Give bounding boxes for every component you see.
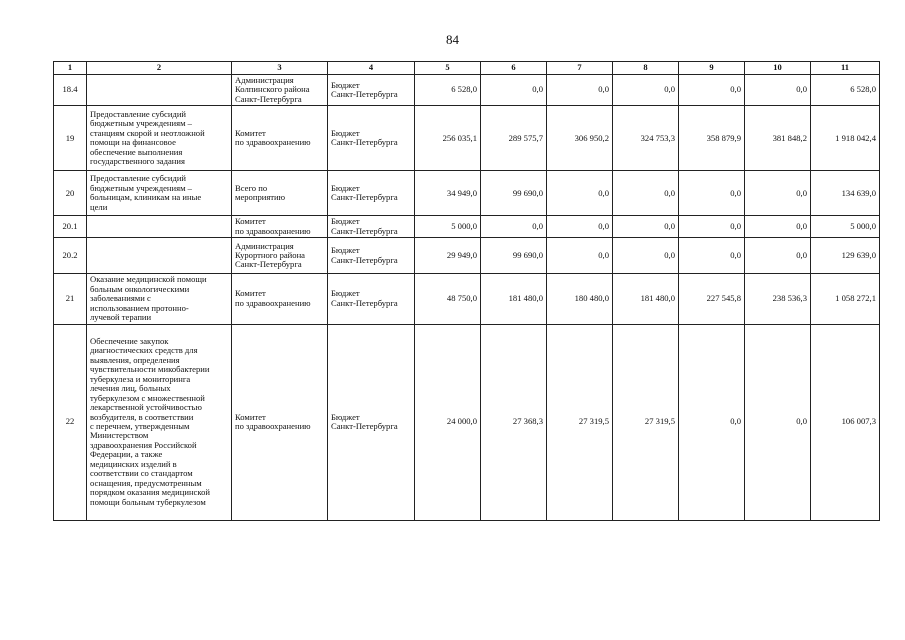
text-line: использованием протонно- xyxy=(90,302,189,313)
text-line: Бюджет xyxy=(331,245,360,256)
text-line: заболеваниями с xyxy=(90,293,151,304)
text-line: Санкт-Петербурга xyxy=(331,137,398,148)
year-value: 0,0 xyxy=(679,238,745,274)
column-number-10: 10 xyxy=(745,62,811,75)
table-row xyxy=(54,324,880,520)
text-line: помощи на финансовое xyxy=(90,137,176,148)
year-value: 27 368,3 xyxy=(481,324,547,520)
text-line: Санкт-Петербурга xyxy=(331,192,398,203)
year-value: 181 480,0 xyxy=(481,274,547,324)
row-number: 22 xyxy=(54,324,87,520)
text-line: Комитет xyxy=(235,411,266,422)
text-line: Санкт-Петербурга xyxy=(235,259,302,270)
table-row xyxy=(54,106,880,171)
row-number: 20 xyxy=(54,171,87,216)
measure-description xyxy=(87,324,232,520)
executor xyxy=(232,106,328,171)
year-value: 0,0 xyxy=(679,216,745,238)
text-line: по здравоохранению xyxy=(235,137,311,148)
column-number-2: 2 xyxy=(87,62,232,75)
year-value: 6 528,0 xyxy=(415,75,481,106)
column-number-3: 3 xyxy=(232,62,328,75)
year-value: 0,0 xyxy=(745,238,811,274)
text-line: бюджетным учреждениям – xyxy=(90,118,192,129)
text-line: бюджетным учреждениям – xyxy=(90,182,192,193)
year-value: 0,0 xyxy=(547,216,613,238)
text-line: Бюджет xyxy=(331,216,360,227)
year-value: 48 750,0 xyxy=(415,274,481,324)
text-line: Администрация xyxy=(235,240,294,251)
column-number-4: 4 xyxy=(328,62,415,75)
funding-source xyxy=(328,324,415,520)
text-line: лучевой терапии xyxy=(90,312,152,323)
text-line: медицинских изделий в xyxy=(90,458,177,469)
year-value: 0,0 xyxy=(547,75,613,106)
year-value: 0,0 xyxy=(745,324,811,520)
total-value: 1 058 272,1 xyxy=(811,274,880,324)
text-line: станциям скорой и неотложной xyxy=(90,127,205,138)
text-line: соответствии со стандартом xyxy=(90,468,193,479)
year-value: 0,0 xyxy=(745,171,811,216)
year-value: 289 575,7 xyxy=(481,106,547,171)
text-line: туберкулезом с множественной xyxy=(90,392,205,403)
text-line: туберкулеза и мониторинга xyxy=(90,373,191,384)
text-line: цели xyxy=(90,201,108,212)
text-line: Бюджет xyxy=(331,411,360,422)
text-line: оснащения, предусмотренным xyxy=(90,477,202,488)
year-value: 0,0 xyxy=(745,75,811,106)
text-line: по здравоохранению xyxy=(235,421,311,432)
text-line: чувствительности микобактерии xyxy=(90,364,210,375)
text-line: Санкт-Петербурга xyxy=(331,254,398,265)
measure-description xyxy=(87,216,232,238)
page-number: 84 xyxy=(446,32,459,47)
funding-source xyxy=(328,238,415,274)
total-value: 1 918 042,4 xyxy=(811,106,880,171)
text-line: Бюджет xyxy=(331,79,360,90)
text-line: Бюджет xyxy=(331,127,360,138)
year-value: 180 480,0 xyxy=(547,274,613,324)
year-value: 0,0 xyxy=(679,75,745,106)
year-value: 0,0 xyxy=(613,238,679,274)
text-line: возбудителя, в соответствии xyxy=(90,411,194,422)
text-line: лечения лиц, больных xyxy=(90,383,171,394)
text-line: мероприятию xyxy=(235,192,286,203)
year-value: 227 545,8 xyxy=(679,274,745,324)
year-value: 0,0 xyxy=(745,216,811,238)
measure-description xyxy=(87,75,232,106)
text-line: Санкт-Петербурга xyxy=(331,297,398,308)
year-value: 0,0 xyxy=(679,171,745,216)
year-value: 34 949,0 xyxy=(415,171,481,216)
column-number-5: 5 xyxy=(415,62,481,75)
text-line: порядком оказания медицинской xyxy=(90,487,210,498)
table-row xyxy=(54,216,880,238)
year-value: 29 949,0 xyxy=(415,238,481,274)
text-line: Санкт-Петербурга xyxy=(235,93,302,104)
executor xyxy=(232,238,328,274)
text-line: помощи больным туберкулезом xyxy=(90,496,206,507)
table-row xyxy=(54,75,880,106)
text-line: Санкт-Петербурга xyxy=(331,89,398,100)
funding-source xyxy=(328,75,415,106)
text-line: по здравоохранению xyxy=(235,225,311,236)
budget-table xyxy=(53,61,880,521)
year-value: 181 480,0 xyxy=(613,274,679,324)
row-number: 20.2 xyxy=(54,238,87,274)
year-value: 381 848,2 xyxy=(745,106,811,171)
year-value: 256 035,1 xyxy=(415,106,481,171)
text-line: по здравоохранению xyxy=(235,297,311,308)
funding-source xyxy=(328,274,415,324)
funding-source xyxy=(328,106,415,171)
column-number-row xyxy=(54,62,880,75)
text-line: Колпинского района xyxy=(235,84,310,95)
text-line: Федерации, а также xyxy=(90,449,163,460)
text-line: Министерством xyxy=(90,430,149,441)
text-line: обеспечение выполнения xyxy=(90,146,183,157)
text-line: Оказание медицинской помощи xyxy=(90,274,207,285)
year-value: 27 319,5 xyxy=(613,324,679,520)
text-line: Администрация xyxy=(235,75,294,85)
column-number-9: 9 xyxy=(679,62,745,75)
year-value: 0,0 xyxy=(613,171,679,216)
row-number: 20.1 xyxy=(54,216,87,238)
executor xyxy=(232,274,328,324)
year-value: 238 536,3 xyxy=(745,274,811,324)
text-line: здравоохранения Российской xyxy=(90,439,197,450)
table-row xyxy=(54,171,880,216)
year-value: 306 950,2 xyxy=(547,106,613,171)
total-value: 134 639,0 xyxy=(811,171,880,216)
column-number-11: 11 xyxy=(811,62,880,75)
total-value: 5 000,0 xyxy=(811,216,880,238)
executor xyxy=(232,324,328,520)
text-line: Санкт-Петербурга xyxy=(331,421,398,432)
funding-source xyxy=(328,216,415,238)
column-number-1: 1 xyxy=(54,62,87,75)
text-line: Курортного района xyxy=(235,250,305,261)
text-line: Бюджет xyxy=(331,288,360,299)
measure-description xyxy=(87,171,232,216)
measure-description xyxy=(87,106,232,171)
text-line: лекарственной устойчивостью xyxy=(90,402,202,413)
year-value: 0,0 xyxy=(481,75,547,106)
funding-source xyxy=(328,171,415,216)
text-line: больным онкологическими xyxy=(90,283,190,294)
year-value: 99 690,0 xyxy=(481,171,547,216)
year-value: 24 000,0 xyxy=(415,324,481,520)
text-line: Санкт-Петербурга xyxy=(331,225,398,236)
text-line: Предоставление субсидий xyxy=(90,173,187,184)
measure-description xyxy=(87,238,232,274)
year-value: 0,0 xyxy=(547,171,613,216)
total-value: 6 528,0 xyxy=(811,75,880,106)
text-line: Комитет xyxy=(235,127,266,138)
column-number-6: 6 xyxy=(481,62,547,75)
year-value: 99 690,0 xyxy=(481,238,547,274)
row-number: 21 xyxy=(54,274,87,324)
year-value: 27 319,5 xyxy=(547,324,613,520)
executor xyxy=(232,171,328,216)
year-value: 358 879,9 xyxy=(679,106,745,171)
text-line: государственного задания xyxy=(90,156,185,167)
table-row xyxy=(54,274,880,324)
year-value: 0,0 xyxy=(613,75,679,106)
table-row xyxy=(54,238,880,274)
text-line: Всего по xyxy=(235,182,268,193)
text-line: диагностических средств для xyxy=(90,345,198,356)
total-value: 129 639,0 xyxy=(811,238,880,274)
year-value: 0,0 xyxy=(613,216,679,238)
row-number: 18.4 xyxy=(54,75,87,106)
measure-description xyxy=(87,274,232,324)
executor xyxy=(232,75,328,106)
text-line: Обеспечение закупок xyxy=(90,335,169,346)
column-number-7: 7 xyxy=(547,62,613,75)
year-value: 0,0 xyxy=(547,238,613,274)
text-line: выявления, определения xyxy=(90,354,180,365)
text-line: Комитет xyxy=(235,216,266,227)
year-value: 324 753,3 xyxy=(613,106,679,171)
year-value: 5 000,0 xyxy=(415,216,481,238)
text-line: Комитет xyxy=(235,288,266,299)
row-number: 19 xyxy=(54,106,87,171)
year-value: 0,0 xyxy=(679,324,745,520)
text-line: с перечнем, утвержденным xyxy=(90,421,190,432)
text-line: Бюджет xyxy=(331,182,360,193)
text-line: Предоставление субсидий xyxy=(90,109,187,119)
year-value: 0,0 xyxy=(481,216,547,238)
column-number-8: 8 xyxy=(613,62,679,75)
executor xyxy=(232,216,328,238)
total-value: 106 007,3 xyxy=(811,324,880,520)
text-line: больницам, клиникам на иные xyxy=(90,192,202,203)
